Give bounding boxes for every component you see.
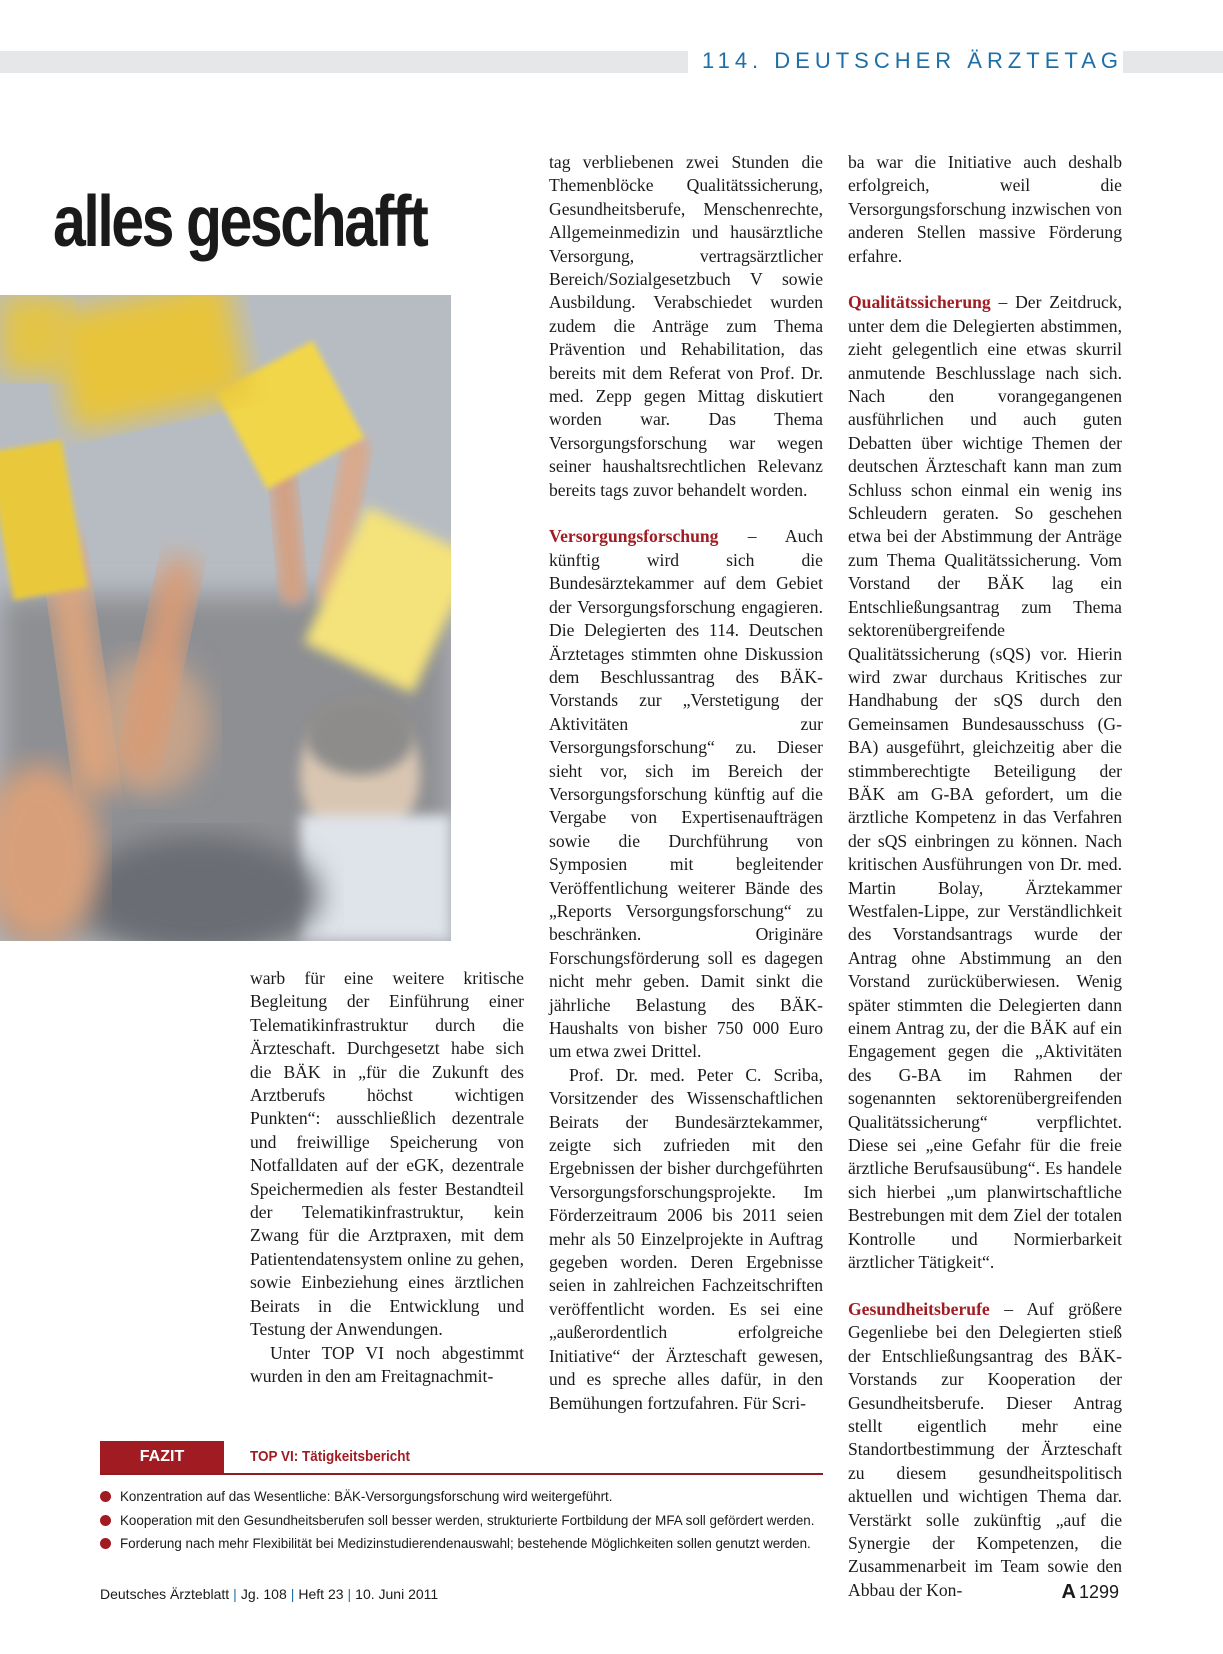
list-item-text: Forderung nach mehr Flexibilität bei Medizinstudierendenauswahl; bestehende Möglichkeiten sollen genutzt werden. (120, 1536, 811, 1552)
list-item (100, 1532, 830, 1556)
paragraph: warb für eine weitere kritische Begleitung der Einführung einer Telematikinfrastruktur durch die Ärzteschaft. Durchgesetzt habe sich die BÄK in „für die Zukunft des Arztberufs höchst wichtigen Punkten“: ausschließlich dezentrale und freiwillige Speicherung von Notfalldaten auf der eGK, dezentrale Speichermedien als fester Bestandteil der Telematikinfrastruktur, kein Zwang für die Arztpraxen, mit dem Patientendatensystem online zu gehen, sowie Einbeziehung eines ärztlichen Beirats in die Entwicklung und Testung der Anwendungen. (250, 968, 524, 1340)
separator: | (233, 1586, 237, 1602)
fazit-label: FAZIT (100, 1441, 224, 1473)
list-item-text: Kooperation mit den Gesundheitsberufen soll besser werden, strukturierte Fortbildung der MFA soll gefördert werden. (120, 1512, 815, 1528)
fazit-list (100, 1485, 830, 1556)
paragraph-text: – Auch künftig wird sich die Bundesärztekammer auf dem Gebiet der Versorgungsforschung engagieren. Die Delegierten des 114. Deutschen Ärztetages stimmten ohne Diskussion dem Beschlussantrag des BÄK-Vorstands zur „Verstetigung der Aktivitäten zur Versorgungsforschung“ zu. Dieser sieht vor, sich im Bereich der Versorgungsforschung künftig auf die Vergabe von Expertisenaufträgen sowie die Durchführung von Symposien mit begleitender Veröffentlichung weiterer Bände des „Reports Versorgungsforschung“ zu beschränken. Originäre Forschungsförderung soll es dagegen nicht mehr geben. Damit sinkt die jährliche Belastung des BÄK-Haushalts von bisher 750 000 Euro um etwa zwei Drittel. (549, 526, 823, 1062)
paragraph (848, 1298, 1122, 1602)
section-header: 114. DEUTSCHER ÄRZTETAG (688, 46, 1123, 76)
fazit-box-header (100, 1441, 823, 1475)
paragraph: Prof. Dr. med. Peter C. Scriba, Vorsitzender des Wissenschaftlichen Beirats der Bundesärztekammer, zeigte sich zufrieden mit den Ergebnissen der bisher durchgeführten Versorgungsforschungsprojekte. Im Förderzeitraum 2006 bis 2011 seien mehr als 50 Einzelprojekte in Auftrag gegeben worden. Deren Ergebnisse seien in zahlreichen Fachzeitschriften veröffentlicht worden. Es sei eine „außerordentlich erfolgreiche Initiative“ der Ärzteschaft gewesen, und es spreche alles dafür, in den Bemühungen fortzufahren. Für Scri- (549, 1064, 823, 1413)
subheading-qualitaetssicherung: Qualitätssicherung (848, 292, 991, 313)
list-item (100, 1485, 830, 1509)
issue: Heft 23 (298, 1586, 344, 1602)
volume: Jg. 108 (240, 1586, 287, 1602)
article-column-1 (250, 967, 524, 1388)
list-item-text: Konzentration auf das Wesentliche: BÄK-Versorgungsforschung wird weitergeführt. (120, 1489, 613, 1504)
paragraph (549, 525, 823, 1063)
paragraph (848, 291, 1122, 1274)
list-item (100, 1509, 830, 1533)
paragraph-text: – Auf größere Gegenliebe bei den Delegierten stieß der Entschließungsantrag des BÄK-Vorstands zur Kooperation der Gesundheitsberufe. Dieser Antrag stellt eigentlich mehr eine Standortbestimmung der Ärzteschaft zu diesem gesundheitspolitisch aktuellen und wichtigen Thema dar. Verstärkt solle zukünftig „auf die Synergie der Kompetenzen, die Zusammenarbeit im Team sowie den Abbau der Kon- (848, 1298, 1122, 1600)
subheading-versorgungsforschung: Versorgungsforschung (549, 526, 719, 547)
article-photo (0, 295, 451, 941)
journal-name: Deutsches Ärzteblatt (100, 1586, 230, 1602)
paragraph: Unter TOP VI noch abgestimmt wurden in den am Freitagnachmit- (250, 1342, 524, 1386)
bullet-icon (100, 1538, 111, 1549)
article-headline: alles geschafft (53, 182, 427, 262)
subheading-gesundheitsberufe: Gesundheitsberufe (848, 1298, 990, 1319)
photo-delegates-voting-cards-icon (0, 295, 451, 941)
separator: | (347, 1586, 352, 1602)
paragraph: tag verbliebenen zwei Stunden die Themenblöcke Qualitätssicherung, Gesundheitsberufe, Menschenrechte, Allgemeinmedizin und hausärztliche Versorgung, vertragsärztlicher Bereich/Sozialgesetzbuch V sowie Ausbildung. Verabschiedet wurden zudem die Anträge zum Thema Prävention und Rehabilitation, das bereits mit dem Referat von Prof. Dr. med. Zepp gegen Mittag diskutiert worden war. Das Thema Versorgungsforschung war wegen seiner haushaltsrechtlichen Relevanz bereits tags zuvor behandelt worden. (549, 152, 823, 500)
article-column-2 (549, 151, 823, 1415)
bullet-icon (100, 1491, 111, 1502)
bullet-icon (100, 1515, 111, 1526)
article-column-3 (848, 151, 1122, 1602)
issue-date: 10. Juni 2011 (355, 1586, 439, 1602)
paragraph: ba war die Initiative auch deshalb erfolgreich, weil die Versorgungsforschung inzwischen von anderen Stellen massive Förderung erfahre. (848, 152, 1122, 266)
separator: | (290, 1586, 295, 1602)
page-footer (100, 1584, 438, 1604)
page-number (1062, 1580, 1120, 1604)
paragraph-text: – Der Zeitdruck, unter dem die Delegierten abstimmen, zieht gelegentlich eine etwas skurril anmutende Beschlusslage nach sich. Nach den vorangegangenen ausführlichen und auch guten Debatten über wichtige Themen der deutschen Ärzteschaft kann man zum Schluss schon einmal ein wenig ins Schleudern geraten. So geschehen etwa bei der Abstimmung der Anträge zum Thema Qualitätssicherung. Vom Vorstand der BÄK lag ein Entschließungsantrag zum Thema sektorenübergreifende Qualitätssicherung (sQS) vor. Hierin wird zwar durchaus Kritisches zur Handhabung der sQS durch den Gemeinsamen Bundesausschuss (G-BA) ausgeführt, gleichzeitig aber die stimmberechtigte Beteiligung der BÄK am G-BA gefordert, um die ärztliche Kompetenz in das Verfahren der sQS einbringen zu können. Nach kritischen Ausführungen von Dr. med. Martin Bolay, Ärztekammer Westfalen-Lippe, zur Verständlichkeit des Vorstandsantrags wurde der Antrag ohne Abstimmung an den Vorstand zurücküberwiesen. Wenig später stimmten die Delegierten dann einem Antrag zu, der die BÄK auf ein Engagement gegen die „Aktivitäten des G-BA im Rahmen der sogenannten sektorenübergreifenden Qualitätssicherung“ verpflichtet. Diese sei „eine Gefahr für die freie ärztliche Berufsausübung“. Es handele sich hierbei „um planwirtschaftliche Bestrebungen mit dem Ziel der totalen Kontrolle und Normierbarkeit ärztlicher Tätigkeit“. (848, 292, 1122, 1273)
page-number-value: 1299 (1078, 1582, 1119, 1602)
fazit-title: TOP VI: Tätigkeitsbericht (250, 1448, 411, 1465)
page-prefix: A (1061, 1581, 1076, 1603)
